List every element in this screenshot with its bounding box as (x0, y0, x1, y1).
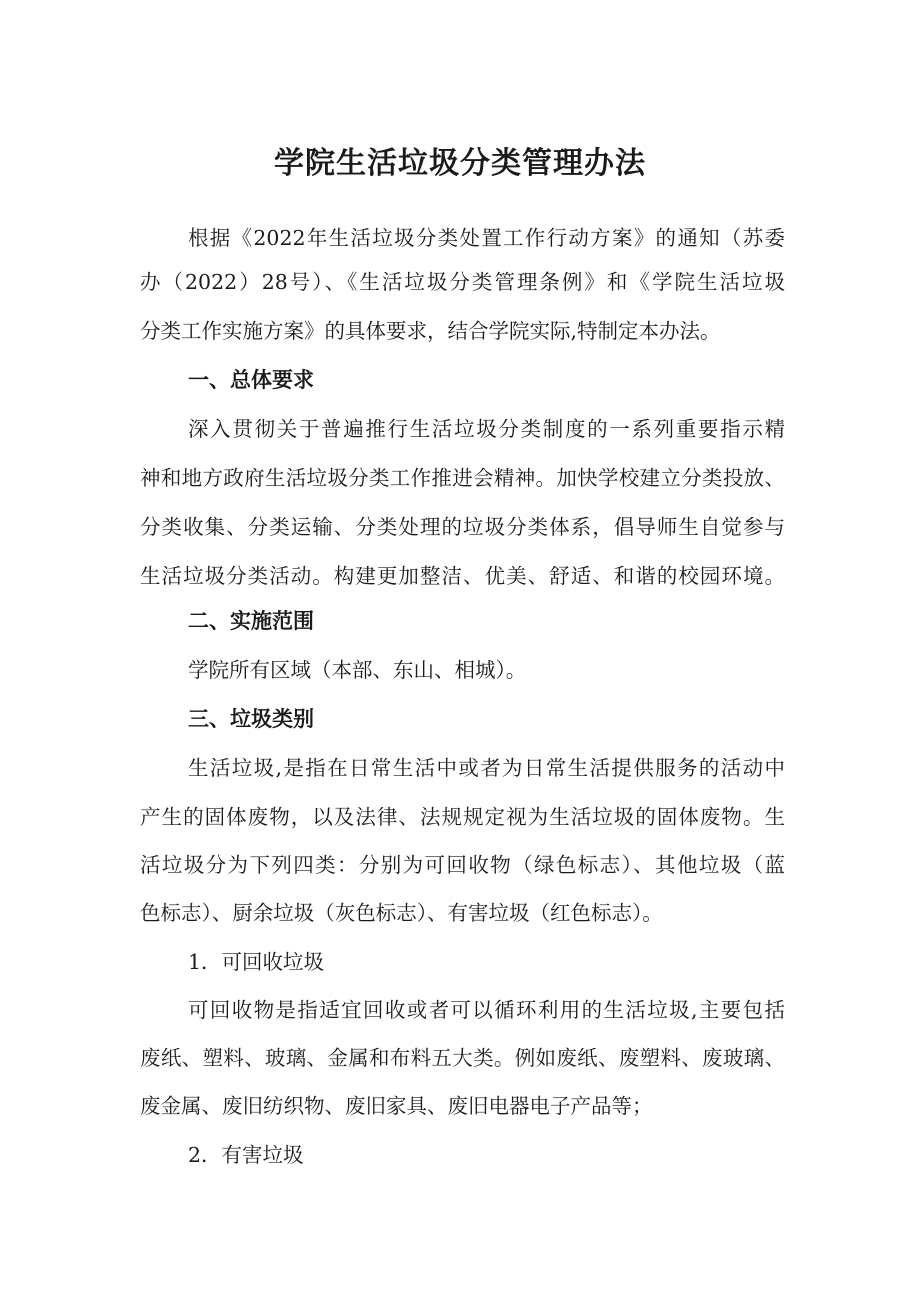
subsection-heading-hazardous: 2．有害垃圾 (188, 1143, 304, 1167)
section-heading-scope: 二、实施范围 (188, 609, 314, 633)
section3-line-1: 生活垃圾,是指在日常生活中或者为日常生活提供服务的活动中 (188, 756, 785, 780)
intro-line-2: 办（2022）28号）、《生活垃圾分类管理条例》和《学院生活垃圾 (140, 270, 785, 294)
section1-line-4: 生活垃圾分类活动。构建更加整洁、优美、舒适、和谐的校园环境。 (140, 564, 785, 588)
section1-line-3: 分类收集、分类运输、分类处理的垃圾分类体系，倡导师生自觉参与 (140, 515, 785, 539)
intro-line-3: 分类工作实施方案》的具体要求，结合学院实际,特制定本办法。 (140, 319, 721, 343)
section1-line-2: 神和地方政府生活垃圾分类工作推进会精神。加快学校建立分类投放、 (140, 466, 785, 490)
section-heading-general: 一、总体要求 (188, 368, 314, 392)
section1-line-1: 深入贯彻关于普遍推行生活垃圾分类制度的一系列重要指示精 (188, 417, 785, 441)
document-title: 学院生活垃圾分类管理办法 (274, 146, 646, 181)
intro-line-1: 根据《2022年生活垃圾分类处置工作行动方案》的通知（苏委 (188, 226, 785, 250)
section3-line-3: 活垃圾分为下列四类：分别为可回收物（绿色标志）、其他垃圾（蓝 (140, 853, 785, 877)
sub1-line-3: 废金属、废旧纺织物、废旧家具、废旧电器电子产品等； (140, 1094, 653, 1118)
section-heading-categories: 三、垃圾类别 (188, 707, 314, 731)
sub1-line-1: 可回收物是指适宜回收或者可以循环利用的生活垃圾,主要包括 (188, 998, 785, 1022)
sub1-line-2: 废纸、塑料、玻璃、金属和布料五大类。例如废纸、废塑料、废玻璃、 (140, 1046, 785, 1070)
section3-line-2: 产生的固体废物，以及法律、法规规定视为生活垃圾的固体废物。生 (140, 805, 785, 829)
subsection-heading-recyclable: 1．可回收垃圾 (188, 950, 325, 974)
section3-line-4: 色标志）、厨余垃圾（灰色标志）、有害垃圾（红色标志）。 (140, 901, 663, 925)
section2-line-1: 学院所有区域（本部、东山、相城）。 (188, 658, 527, 682)
